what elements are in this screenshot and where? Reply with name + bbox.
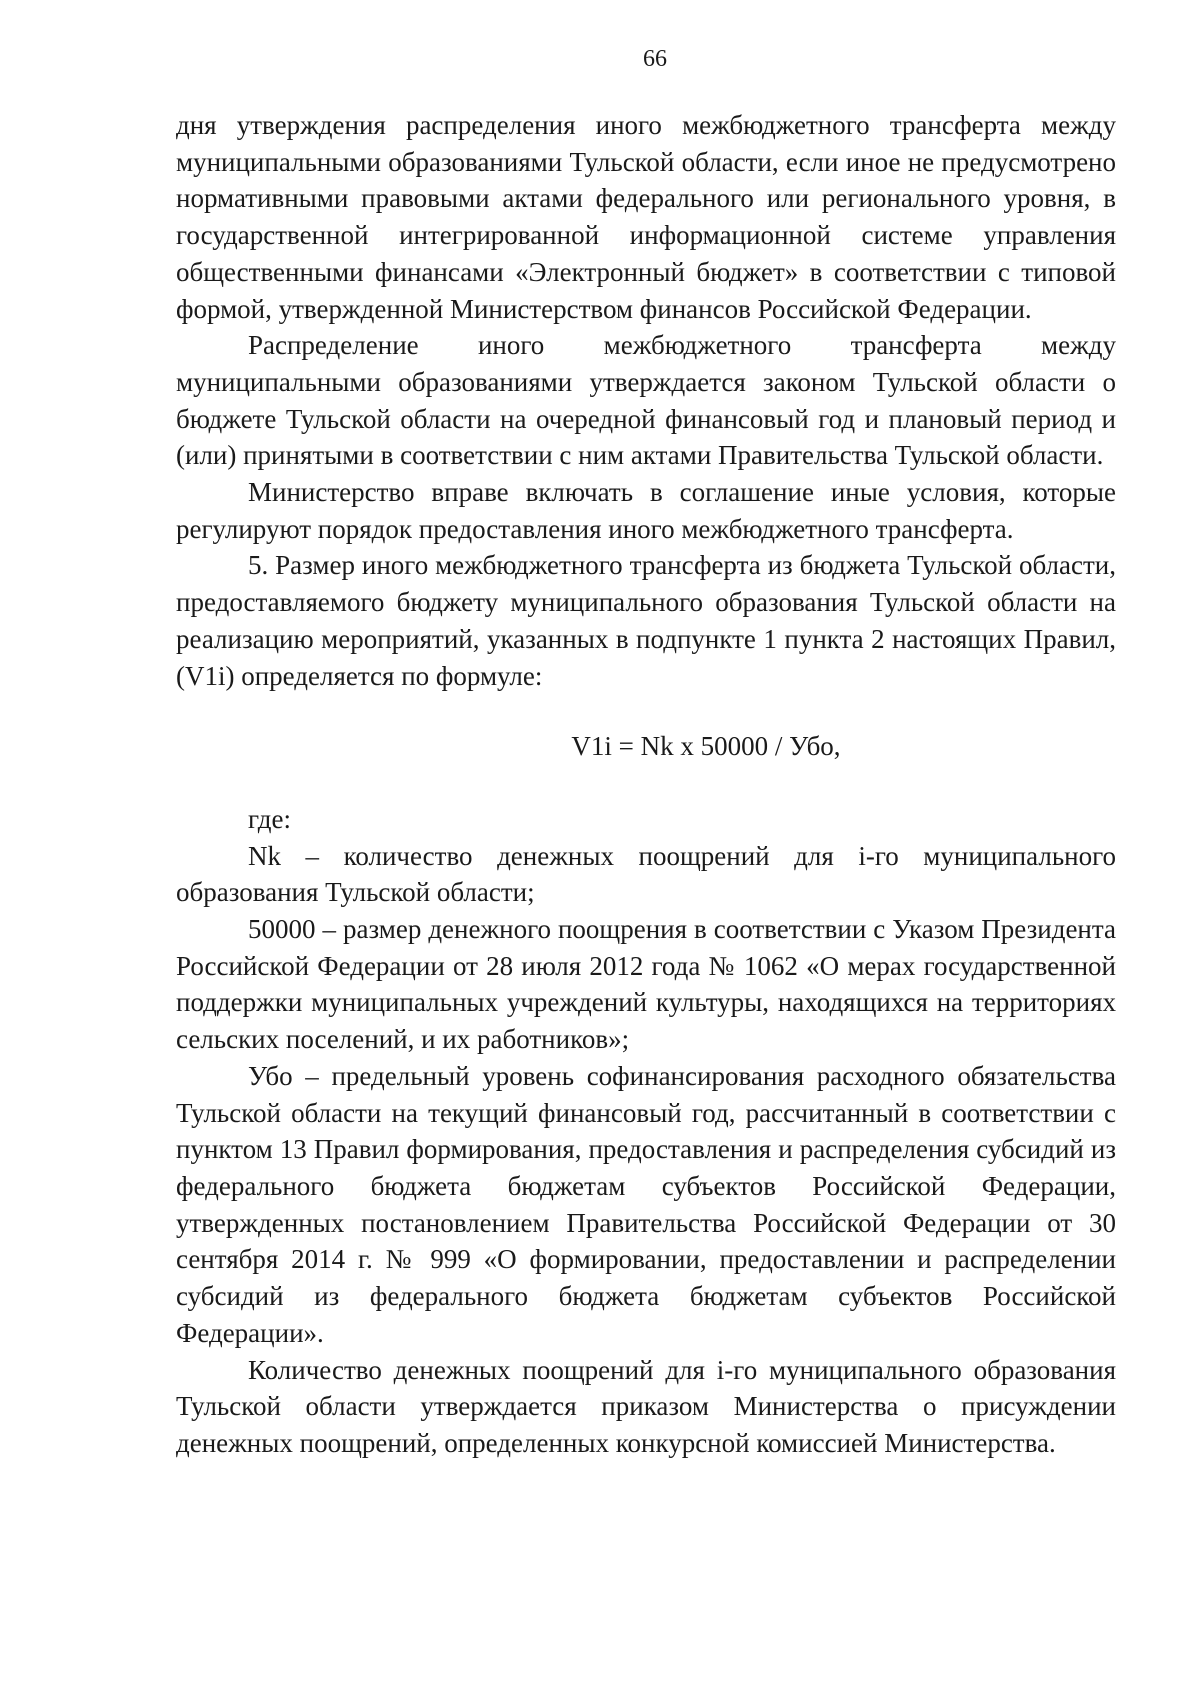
document-body	[176, 107, 1116, 1462]
paragraph-continuation: дня утверждения распределения иного межбюджетного трансферта между муниципальными образованиями Тульской области, если иное не предусмотрено нормативными правовыми актами федерального или регионального уровня, в государственной интегрированной информационной системе управления общественными финансами «Электронный бюджет» в соответствии с типовой формой, утвержденной Министерством финансов Российской Федерации.	[176, 110, 1116, 324]
paragraph-ministry-conditions: Министерство вправе включать в соглашение иные условия, которые регулируют порядок предоставления иного межбюджетного трансферта.	[176, 477, 1116, 544]
page-number: 66	[643, 46, 667, 72]
definition-50000: 50000 – размер денежного поощрения в соответствии с Указом Президента Российской Федерации от 28 июля 2012 года № 1062 «О мерах государственной поддержки муниципальных учреждений культуры, находящихся на территориях сельских поселений, и их работников»;	[176, 914, 1116, 1055]
paragraph-distribution: Распределение иного межбюджетного трансферта между муниципальными образованиями утверждается законом Тульской области о бюджете Тульской области на очередной финансовый год и плановый период и (или) принятыми в соответствии с ним актами Правительства Тульской области.	[176, 330, 1116, 471]
paragraph-award-count: Количество денежных поощрений для i-го муниципального образования Тульской области утверждается приказом Министерства о присуждении денежных поощрений, определенных конкурсной комиссией Министерства.	[176, 1354, 1116, 1458]
definition-ubo: Убо – предельный уровень софинансирования расходного обязательства Тульской области на текущий финансовый год, рассчитанный в соответствии с пунктом 13 Правил формирования, предоставления и распределения субсидий из федерального бюджета бюджетам субъектов Российской Федерации, утвержденных постановлением Правительства Российской Федерации от 30 сентября 2014 г. № 999 «О формировании, предоставлении и распределении субсидий из федерального бюджета бюджетам субъектов Российской Федерации».	[176, 1060, 1116, 1348]
definition-nk: Nk – количество денежных поощрений для i-го муниципального образования Тульской области;	[176, 840, 1116, 908]
where-label: где:	[248, 803, 291, 834]
formula: V1i = Nk x 50000 / Убо,	[571, 731, 841, 762]
paragraph-item-5: 5. Размер иного межбюджетного трансферта из бюджета Тульской области, предоставляемого бюджету муниципального образования Тульской области на реализацию мероприятий, указанных в подпункте 1 пункта 2 настоящих Правил, (V1i) определяется по формуле:	[176, 550, 1116, 691]
